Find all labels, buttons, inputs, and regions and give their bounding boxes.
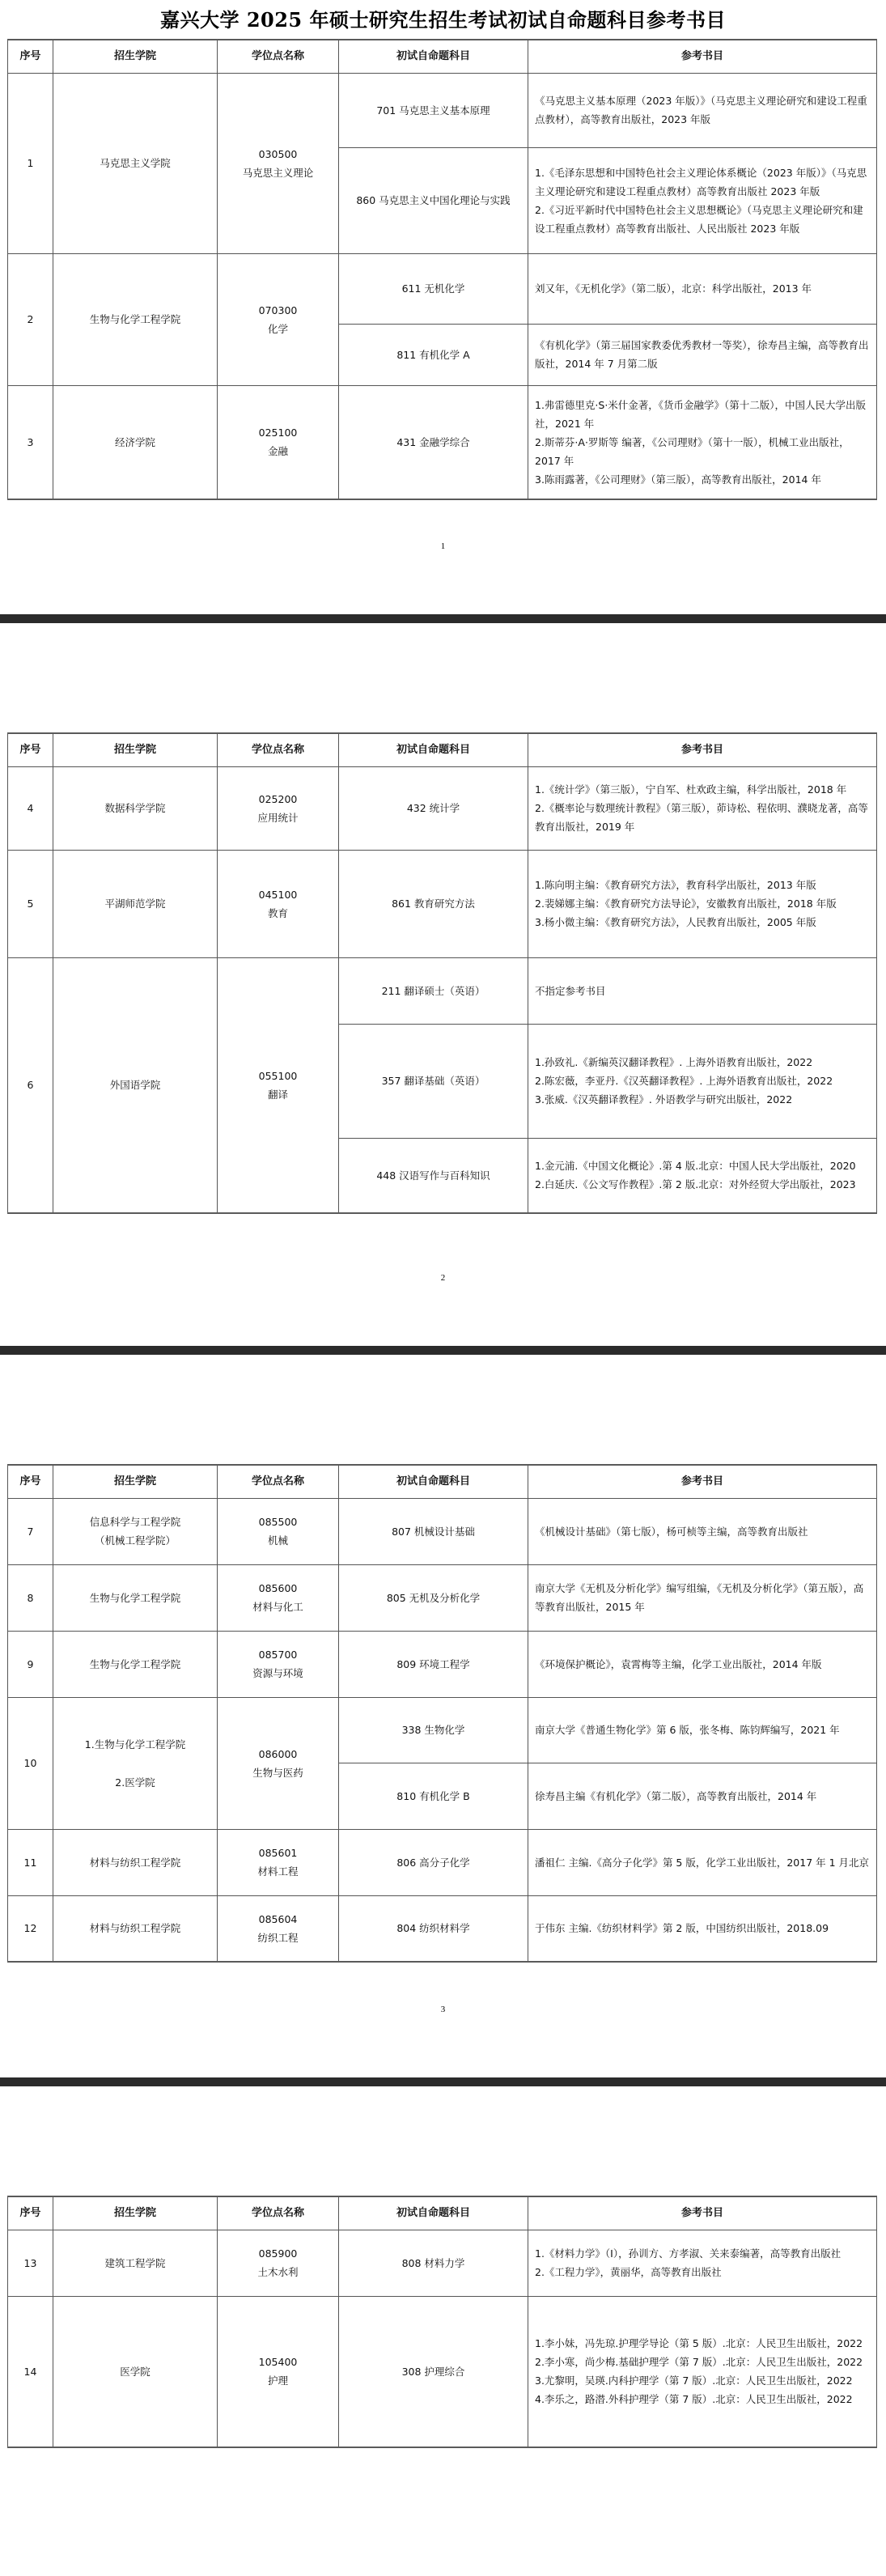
row-college: 生物与化学工程学院: [53, 1564, 218, 1631]
reference-item: 2.《习近平新时代中国特色社会主义思想概论》（马克思主义理论研究和建设工程重点教材）高等教育出版社、人民出版社 2023 年版: [535, 203, 863, 235]
row-major: [218, 1564, 339, 1631]
major-name: 资源与环境: [252, 1667, 303, 1679]
reference-item: 《有机化学》（第三届国家教委优秀教材一等奖），徐寿昌主编，高等教育出版社，2014 年 7 月第二版: [535, 339, 869, 370]
table-row: [8, 1829, 877, 1895]
row-subject: 860 马克思主义中国化理论与实践: [339, 147, 528, 253]
row-subject: 805 无机及分析化学: [339, 1564, 528, 1631]
major-code: 045100: [258, 888, 298, 901]
row-major: [218, 385, 339, 499]
reference-item: 2.《概率论与数理统计教程》（第三版），茆诗松、程依明、濮晓龙著，高等教育出版社，2019 年: [535, 802, 868, 833]
row-major: [218, 1895, 339, 1962]
row-college: 生物与化学工程学院: [53, 253, 218, 385]
header-no: 序号: [8, 733, 53, 766]
row-references: [528, 2296, 877, 2447]
reference-item: 1.《材料力学》（I），孙训方、方孝淑、关来泰编著，高等教育出版社: [535, 2247, 841, 2260]
reference-item: 3.张威.《汉英翻译教程》. 外语教学与研究出版社，2022: [535, 1093, 793, 1106]
row-major: [218, 957, 339, 1213]
row-subject: 431 金融学综合: [339, 385, 528, 499]
reference-item: 于伟东 主编.《纺织材料学》第 2 版，中国纺织出版社，2018.09: [535, 1922, 829, 1935]
row-major: [218, 253, 339, 385]
row-references: [528, 1697, 877, 1763]
reference-item: 2.《工程力学》，黄丽华，高等教育出版社: [535, 2266, 722, 2278]
row-no: 6: [8, 957, 53, 1213]
reference-item: 潘祖仁 主编.《高分子化学》第 5 版，化学工业出版社，2017 年 1 月北京: [535, 1856, 870, 1869]
row-college: 马克思主义学院: [53, 73, 218, 253]
row-no: 4: [8, 766, 53, 850]
row-references: [528, 957, 877, 1024]
document-title: 嘉兴大学 2025 年硕士研究生招生考试初试自命题科目参考书目: [159, 8, 726, 32]
reference-item: 1.弗雷德里克·S·米什金著，《货币金融学》（第十二版），中国人民大学出版社，2021 年: [535, 398, 867, 430]
row-no: 1: [8, 73, 53, 253]
row-references: [528, 324, 877, 385]
major-code: 085700: [258, 1649, 298, 1661]
table-header-row: [8, 1465, 877, 1498]
row-references: [528, 850, 877, 957]
row-subject: 806 高分子化学: [339, 1829, 528, 1895]
college-line: 2.医学院: [115, 1776, 155, 1789]
reference-table-page-1: [7, 39, 877, 500]
major-code: 085604: [258, 1912, 298, 1925]
major-code: 086000: [258, 1747, 298, 1760]
table-row: [8, 1631, 877, 1697]
row-no: 10: [8, 1697, 53, 1829]
header-major: 学位点名称: [218, 2196, 339, 2230]
row-major: [218, 1829, 339, 1895]
row-subject: 804 纺织材料学: [339, 1895, 528, 1962]
reference-item: 1.孙致礼.《新编英汉翻译教程》. 上海外语教育出版社，2022: [535, 1056, 813, 1068]
reference-table-page-2: [7, 732, 877, 1214]
header-references: 参考书目: [528, 2196, 877, 2230]
reference-item: 1.李小妹，冯先琼.护理学导论（第 5 版）.北京：人民卫生出版社，2022: [535, 2337, 863, 2350]
row-subject: 338 生物化学: [339, 1697, 528, 1763]
row-no: 5: [8, 850, 53, 957]
row-subject: 811 有机化学 A: [339, 324, 528, 385]
table-header-row: [8, 733, 877, 766]
major-code: 085601: [258, 1847, 298, 1859]
row-college: 数据科学学院: [53, 766, 218, 850]
row-college: 材料与纺织工程学院: [53, 1829, 218, 1895]
major-code: 105400: [258, 2356, 298, 2369]
row-major: [218, 2230, 339, 2296]
row-references: [528, 766, 877, 850]
table-row: [8, 766, 877, 850]
row-major: [218, 766, 339, 850]
header-references: 参考书目: [528, 40, 877, 73]
row-no: 2: [8, 253, 53, 385]
row-subject: 211 翻译硕士（英语）: [339, 957, 528, 1024]
row-references: [528, 385, 877, 499]
major-name: 机械: [267, 1534, 288, 1547]
row-subject: 807 机械设计基础: [339, 1498, 528, 1564]
reference-item: 4.李乐之，路潜.外科护理学（第 7 版）.北京：人民卫生出版社，2022: [535, 2393, 853, 2406]
reference-item: 1.《毛泽东思想和中国特色社会主义理论体系概论（2023 年版）》（马克思主义理论研究和建设工程重点教材）高等教育出版社 2023 年版: [535, 166, 867, 197]
row-references: [528, 1024, 877, 1138]
row-references: [528, 1498, 877, 1564]
reference-item: 3.尤黎明，吴瑛.内科护理学（第 7 版）.北京：人民卫生出版社，2022: [535, 2374, 853, 2387]
row-subject: 357 翻译基础（英语）: [339, 1024, 528, 1138]
row-no: 14: [8, 2296, 53, 2447]
header-subject: 初试自命题科目: [339, 1465, 528, 1498]
college-line: 1.生物与化学工程学院: [84, 1738, 186, 1751]
major-code: 030500: [258, 147, 298, 160]
header-college: 招生学院: [53, 1465, 218, 1498]
header-subject: 初试自命题科目: [339, 2196, 528, 2230]
reference-item: 2.白延庆.《公文写作教程》.第 2 版.北京：对外经贸大学出版社，2023: [535, 1178, 856, 1191]
header-subject: 初试自命题科目: [339, 40, 528, 73]
reference-item: 南京大学《无机及分析化学》编写组编，《无机及分析化学》（第五版），高等教育出版社，2015 年: [535, 1582, 864, 1613]
row-subject: 808 材料力学: [339, 2230, 528, 2296]
row-college: 经济学院: [53, 385, 218, 499]
header-college: 招生学院: [53, 733, 218, 766]
major-name: 纺织工程: [257, 1931, 299, 1944]
table-row: [8, 1564, 877, 1631]
row-no: 7: [8, 1498, 53, 1564]
row-references: [528, 1763, 877, 1829]
header-no: 序号: [8, 40, 53, 73]
table-row: [8, 1498, 877, 1564]
page-separator: [0, 614, 886, 623]
row-subject: 611 无机化学: [339, 253, 528, 324]
row-subject: 861 教育研究方法: [339, 850, 528, 957]
header-college: 招生学院: [53, 40, 218, 73]
reference-item: 1.陈向明主编：《教育研究方法》，教育科学出版社，2013 年版: [535, 879, 816, 891]
row-references: [528, 1564, 877, 1631]
header-major: 学位点名称: [218, 40, 339, 73]
college-line: （机械工程学院）: [94, 1534, 176, 1547]
row-college: 外国语学院: [53, 957, 218, 1213]
header-references: 参考书目: [528, 1465, 877, 1498]
major-name: 生物与医药: [252, 1766, 303, 1779]
page-number: 3: [440, 2005, 446, 2014]
table-row: [8, 2230, 877, 2296]
row-college: 生物与化学工程学院: [53, 1631, 218, 1697]
page-number: 1: [440, 541, 446, 551]
header-no: 序号: [8, 1465, 53, 1498]
row-references: [528, 2230, 877, 2296]
header-subject: 初试自命题科目: [339, 733, 528, 766]
row-major: [218, 850, 339, 957]
major-code: 055100: [258, 1069, 298, 1082]
major-name: 马克思主义理论: [242, 166, 314, 179]
reference-item: 1.《统计学》（第三版），宁自军、杜欢政主编，科学出版社，2018 年: [535, 783, 847, 796]
row-references: [528, 1895, 877, 1962]
row-subject: 308 护理综合: [339, 2296, 528, 2447]
page-number: 2: [440, 1273, 446, 1283]
reference-item: 徐寿昌主编《有机化学》（第二版），高等教育出版社，2014 年: [535, 1789, 817, 1802]
table-header-row: [8, 2196, 877, 2230]
reference-item: 2.裴娣娜主编：《教育研究方法导论》，安徽教育出版社，2018 年版: [535, 898, 837, 910]
reference-table-page-4: [7, 2196, 877, 2448]
header-major: 学位点名称: [218, 1465, 339, 1498]
table-row: [8, 1697, 877, 1763]
table-row: [8, 957, 877, 1024]
row-college: 医学院: [53, 2296, 218, 2447]
major-name: 教育: [267, 906, 288, 919]
header-references: 参考书目: [528, 733, 877, 766]
reference-item: 《环境保护概论》，袁霄梅等主编，化学工业出版社，2014 年版: [535, 1657, 822, 1670]
row-references: [528, 1138, 877, 1213]
reference-item: 《机械设计基础》（第七版），杨可桢等主编，高等教育出版社: [535, 1525, 808, 1538]
reference-item: 南京大学《普通生物化学》第 6 版，张冬梅、陈钧辉编写，2021 年: [535, 1724, 840, 1736]
major-code: 025100: [258, 427, 298, 439]
row-references: [528, 147, 877, 253]
row-major: [218, 2296, 339, 2447]
major-name: 材料工程: [257, 1865, 299, 1878]
row-no: 8: [8, 1564, 53, 1631]
row-no: 9: [8, 1631, 53, 1697]
reference-table-page-3: [7, 1464, 877, 1963]
row-subject: 810 有机化学 B: [339, 1763, 528, 1829]
reference-item: 《马克思主义基本原理（2023 年版）》（马克思主义理论研究和建设工程重点教材），高等教育出版社，2023 年版: [535, 95, 867, 125]
row-college: [53, 1498, 218, 1564]
major-code: 070300: [258, 303, 298, 316]
row-college: 材料与纺织工程学院: [53, 1895, 218, 1962]
major-name: 应用统计: [257, 811, 299, 824]
page-separator: [0, 2077, 886, 2086]
major-name: 材料与化工: [252, 1601, 303, 1613]
row-college: [53, 1697, 218, 1829]
row-no: 13: [8, 2230, 53, 2296]
college-line: 信息科学与工程学院: [89, 1516, 181, 1528]
row-references: [528, 1631, 877, 1697]
major-name: 土木水利: [257, 2266, 299, 2278]
row-major: [218, 1498, 339, 1564]
row-major: [218, 73, 339, 253]
row-subject: 809 环境工程学: [339, 1631, 528, 1697]
reference-item: 1.金元浦.《中国文化概论》.第 4 版.北京：中国人民大学出版社，2020: [535, 1160, 856, 1173]
row-subject: 432 统计学: [339, 766, 528, 850]
row-subject: 448 汉语写作与百科知识: [339, 1138, 528, 1213]
row-major: [218, 1631, 339, 1697]
major-name: 翻译: [267, 1088, 288, 1101]
row-no: 11: [8, 1829, 53, 1895]
row-subject: 701 马克思主义基本原理: [339, 73, 528, 147]
header-major: 学位点名称: [218, 733, 339, 766]
major-code: 025200: [258, 792, 298, 805]
table-row: [8, 2296, 877, 2447]
row-no: 12: [8, 1895, 53, 1962]
table-header-row: [8, 40, 877, 73]
major-name: 化学: [267, 322, 288, 335]
reference-item: 2.李小寒，尚少梅.基础护理学（第 7 版）.北京：人民卫生出版社，2022: [535, 2356, 863, 2369]
reference-item: 2.陈宏薇，李亚丹.《汉英翻译教程》. 上海外语教育出版社，2022: [535, 1075, 833, 1087]
table-row: [8, 253, 877, 324]
row-references: [528, 1829, 877, 1895]
reference-item: 3.杨小微主编：《教育研究方法》，人民教育出版社，2005 年版: [535, 916, 816, 928]
table-row: [8, 1895, 877, 1962]
row-references: [528, 253, 877, 324]
reference-item: 3.陈雨露著，《公司理财》（第三版），高等教育出版社，2014 年: [535, 473, 821, 486]
table-row: [8, 73, 877, 147]
major-name: 护理: [267, 2374, 288, 2387]
row-no: 3: [8, 385, 53, 499]
row-college: 平湖师范学院: [53, 850, 218, 957]
table-row: [8, 850, 877, 957]
header-college: 招生学院: [53, 2196, 218, 2230]
reference-item: 不指定参考书目: [535, 984, 606, 997]
row-major: [218, 1697, 339, 1829]
page-separator: [0, 1346, 886, 1355]
major-code: 085900: [258, 2247, 298, 2260]
major-code: 085600: [258, 1582, 298, 1594]
table-row: [8, 385, 877, 499]
reference-item: 刘又年，《无机化学》（第二版），北京：科学出版社，2013 年: [535, 282, 812, 295]
major-name: 金融: [267, 445, 288, 458]
row-college: 建筑工程学院: [53, 2230, 218, 2296]
header-no: 序号: [8, 2196, 53, 2230]
row-references: [528, 73, 877, 147]
reference-item: 2.斯蒂芬·A·罗斯等 编著，《公司理财》（第十一版），机械工业出版社，2017 年: [535, 435, 850, 467]
major-code: 085500: [258, 1516, 298, 1528]
